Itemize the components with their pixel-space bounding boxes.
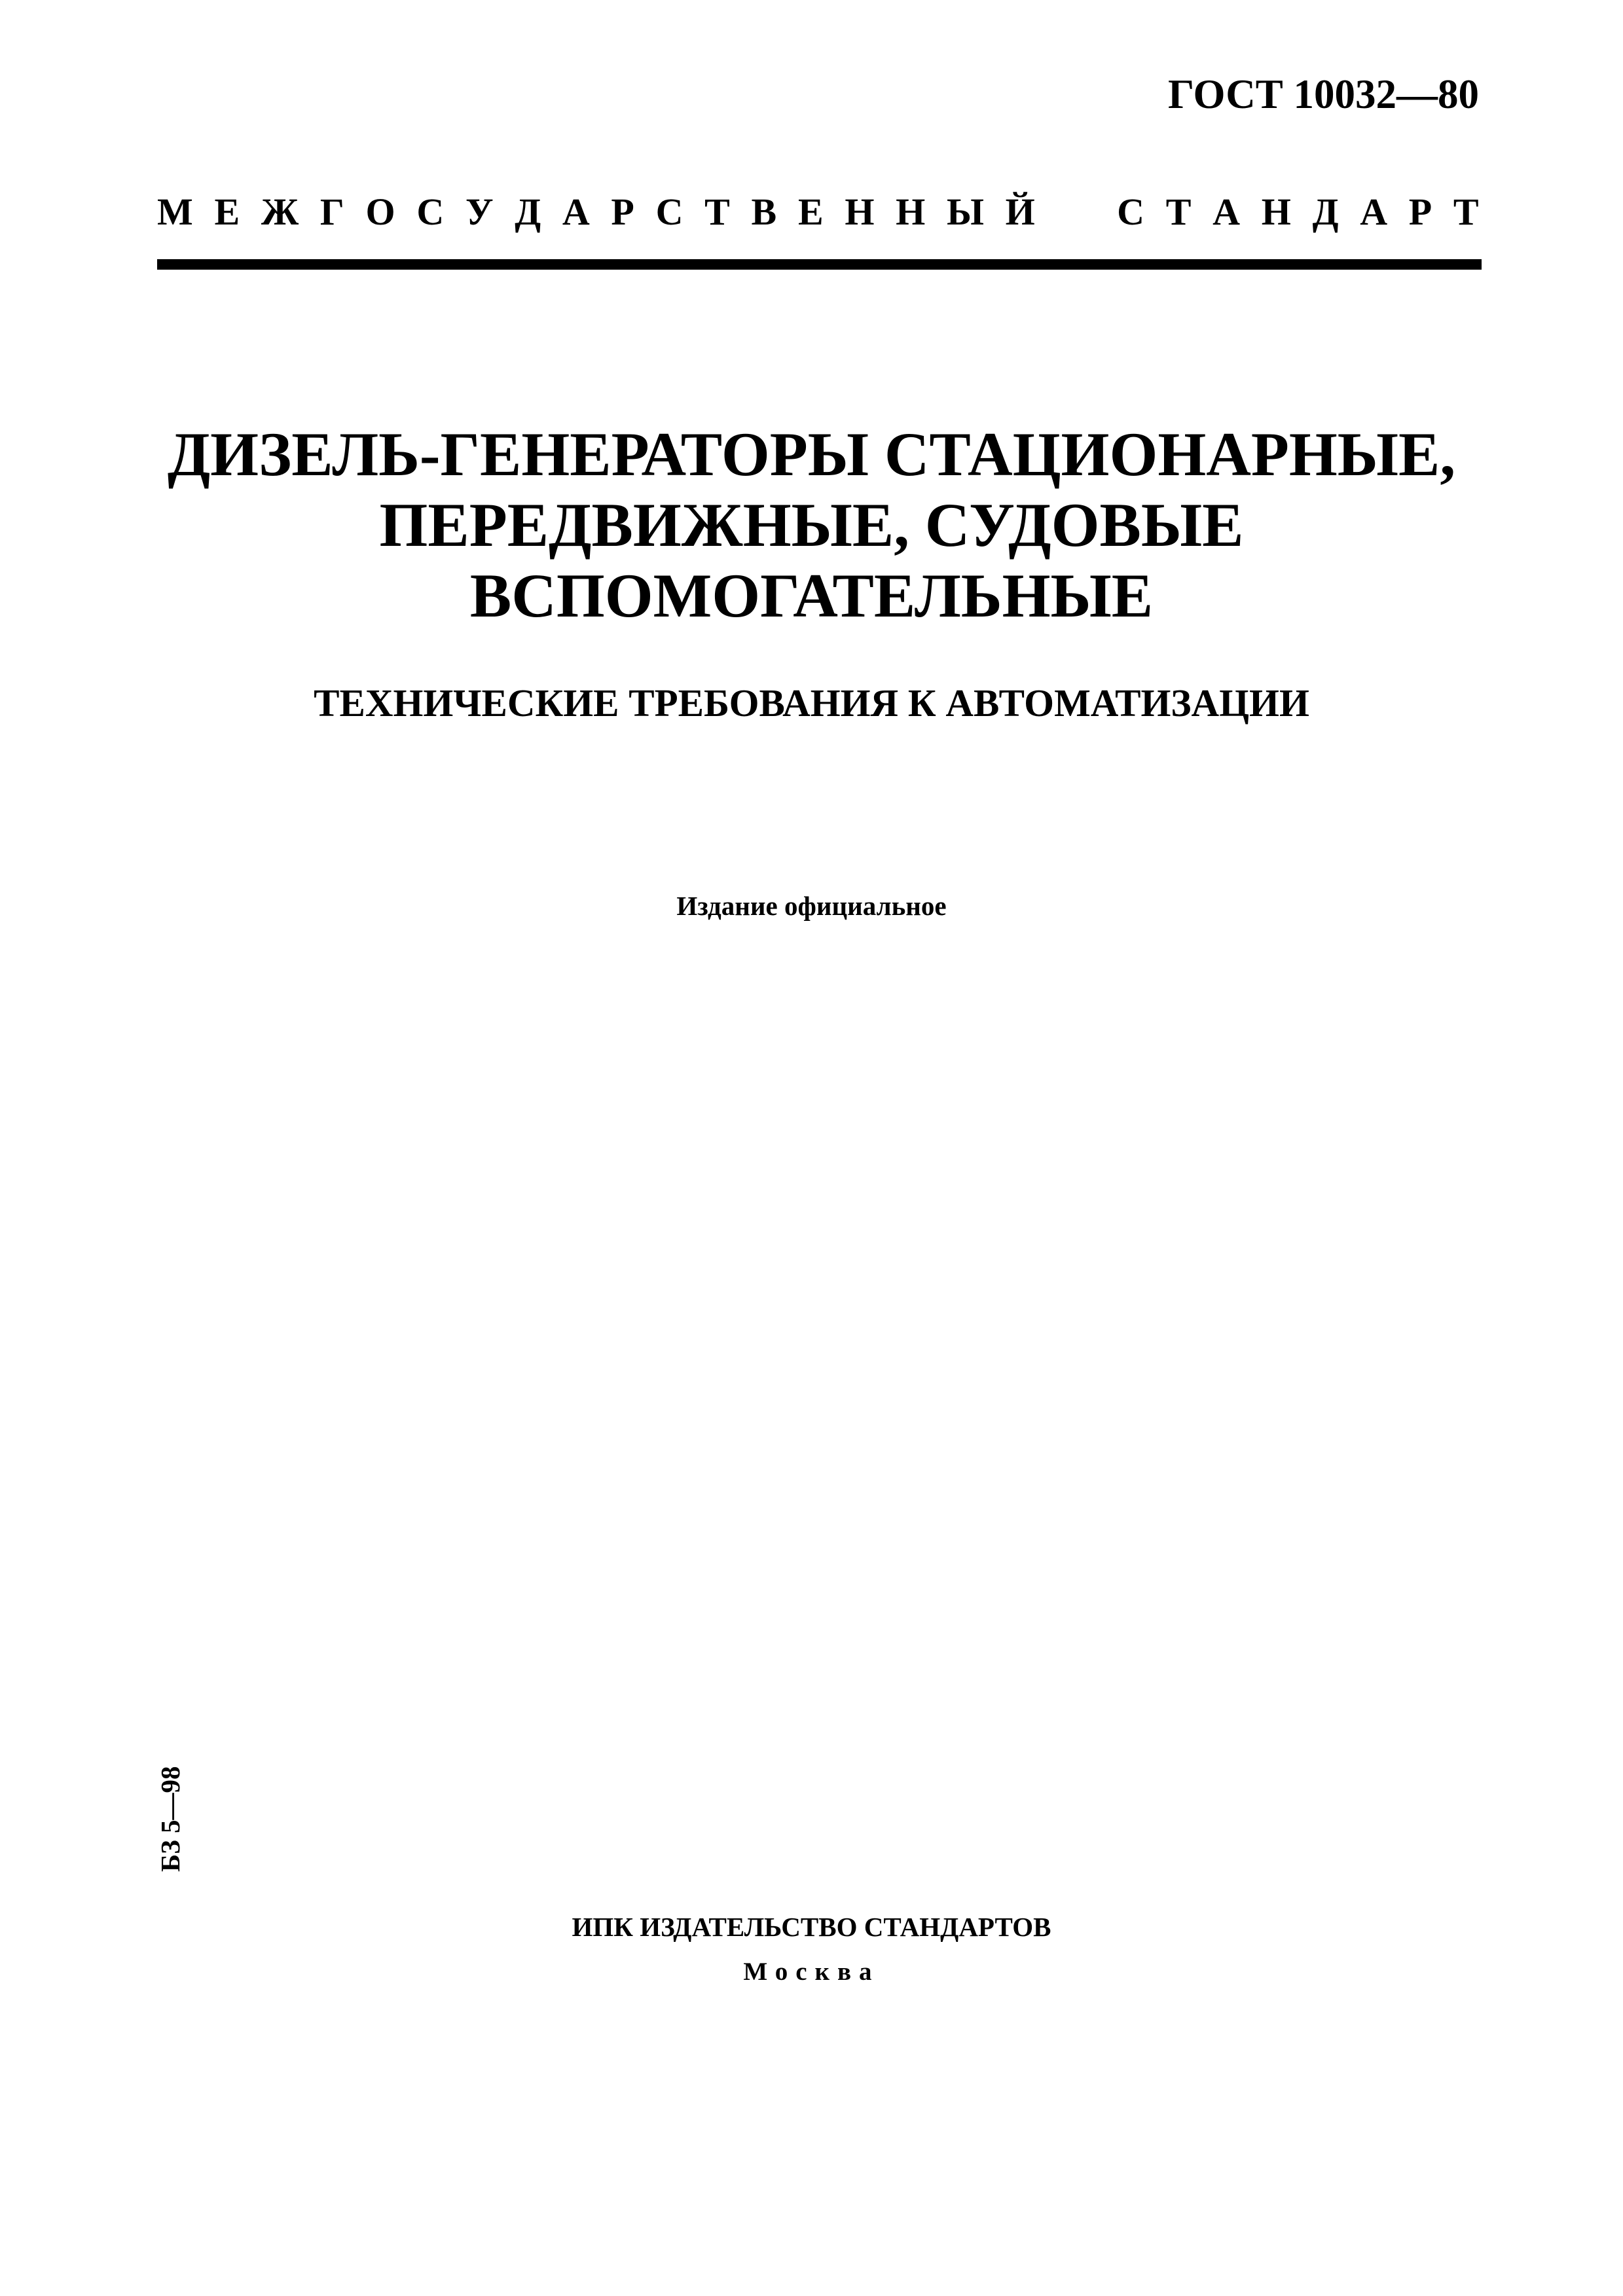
publisher-name: ИПК ИЗДАТЕЛЬСТВО СТАНДАРТОВ	[572, 1912, 1051, 1942]
banner-letter: Ж	[261, 190, 299, 233]
banner-letter: Е	[214, 190, 240, 233]
interstate-standard-banner	[157, 190, 1479, 234]
banner-letter: С	[416, 190, 445, 233]
document-title	[0, 419, 1623, 631]
catalog-code: БЗ 5—98	[155, 1766, 185, 1872]
banner-letter: Р	[1408, 190, 1432, 233]
title-line-2: ПЕРЕДВИЖНЫЕ, СУДОВЫЕ	[379, 490, 1244, 560]
publisher-city: Москва	[743, 1958, 880, 1986]
banner-letter: Т	[1453, 190, 1479, 233]
banner-letter: А	[562, 190, 590, 233]
banner-letter: Ы	[946, 190, 984, 233]
edition-label: Издание официальное	[676, 891, 947, 921]
banner-letter: Р	[611, 190, 634, 233]
banner-word-gap	[1056, 190, 1095, 234]
banner-letter: Й	[1005, 190, 1035, 233]
title-line-3: ВСПОМОГАТЕЛЬНЫЕ	[469, 561, 1154, 630]
banner-letter: А	[1360, 190, 1388, 233]
banner-letter: Е	[797, 190, 824, 233]
banner-letter: М	[157, 190, 193, 233]
banner-letter: Т	[1165, 190, 1192, 233]
banner-letter: Н	[896, 190, 926, 233]
banner-letter: О	[365, 190, 395, 233]
banner-letter: А	[1213, 190, 1241, 233]
banner-letter: Н	[1261, 190, 1291, 233]
banner-letter: Г	[319, 190, 344, 233]
banner-letter: Д	[515, 190, 541, 233]
banner-letter: В	[751, 190, 777, 233]
title-line-1: ДИЗЕЛЬ-ГЕНЕРАТОРЫ СТАЦИОНАРНЫЕ,	[167, 420, 1456, 489]
header-rule	[157, 259, 1482, 270]
banner-letter: Н	[845, 190, 875, 233]
banner-letter: Т	[704, 190, 730, 233]
banner-letter: Д	[1312, 190, 1339, 233]
document-subtitle: ТЕХНИЧЕСКИЕ ТРЕБОВАНИЯ К АВТОМАТИЗАЦИИ	[314, 681, 1309, 725]
banner-letter: С	[655, 190, 684, 233]
banner-letter: С	[1117, 190, 1145, 233]
document-number: ГОСТ 10032—80	[1167, 71, 1479, 117]
banner-letter: У	[465, 190, 494, 233]
